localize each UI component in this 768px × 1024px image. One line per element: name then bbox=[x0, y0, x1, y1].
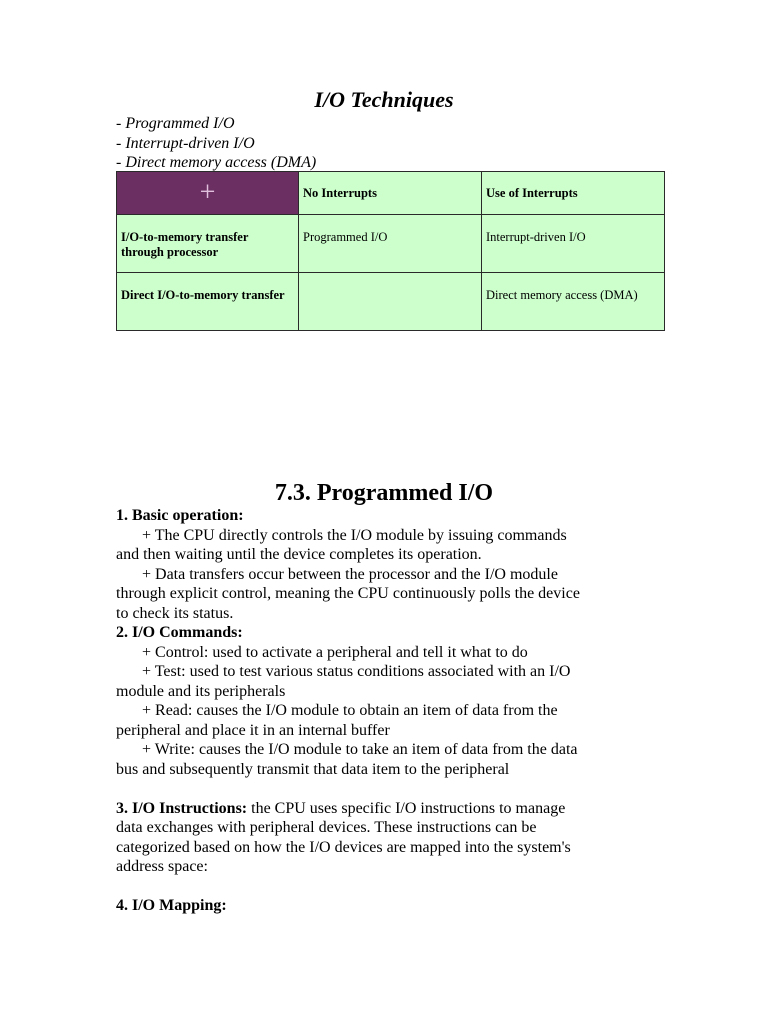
col-header-use-of-interrupts: Use of Interrupts bbox=[482, 172, 665, 215]
table-corner-cell bbox=[117, 172, 299, 215]
paragraph: and then waiting until the device completes its operation. bbox=[116, 546, 482, 563]
table-cell bbox=[299, 273, 482, 331]
paragraph: module and its peripherals bbox=[116, 682, 286, 700]
list-item: - Interrupt-driven I/O bbox=[116, 134, 255, 152]
row-header-through-processor: I/O-to-memory transfer through processor bbox=[117, 215, 299, 273]
paragraph: bus and subsequently transmit that data item to the peripheral bbox=[116, 760, 510, 778]
section-body bbox=[116, 506, 656, 916]
paragraph: + The CPU directly controls the I/O module by issuing commands bbox=[142, 526, 567, 544]
heading-io-instructions: 3. I/O Instructions: bbox=[116, 799, 248, 817]
plus-icon: + bbox=[199, 177, 216, 208]
table-cell: Interrupt-driven I/O bbox=[482, 215, 665, 273]
list-item: - Programmed I/O bbox=[116, 115, 235, 132]
io-techniques-table bbox=[116, 171, 665, 331]
command-test: + Test: used to test various status conditions associated with an I/O bbox=[142, 663, 571, 680]
paragraph: the CPU uses specific I/O instructions to manage bbox=[247, 799, 566, 817]
paragraph: through explicit control, meaning the CPU continuously polls the device bbox=[116, 585, 580, 602]
section-title-io-techniques: I/O Techniques bbox=[314, 87, 454, 112]
row-header-direct-transfer: Direct I/O-to-memory transfer bbox=[117, 273, 299, 331]
list-item: - Direct memory access (DMA) bbox=[116, 154, 317, 171]
section-title-programmed-io: 7.3. Programmed I/O bbox=[274, 480, 494, 506]
paragraph: address space: bbox=[116, 858, 208, 875]
heading-io-commands: 2. I/O Commands: bbox=[116, 624, 243, 641]
paragraph: categorized based on how the I/O devices are mapped into the system's bbox=[116, 838, 571, 856]
paragraph: + Data transfers occur between the processor and the I/O module bbox=[142, 565, 558, 583]
table-cell: Programmed I/O bbox=[299, 215, 482, 273]
command-control: + Control: used to activate a peripheral and tell it what to do bbox=[142, 643, 528, 661]
table-cell: Direct memory access (DMA) bbox=[482, 273, 665, 331]
paragraph: peripheral and place it in an internal buffer bbox=[116, 721, 390, 739]
paragraph: data exchanges with peripheral devices. These instructions can be bbox=[116, 819, 537, 836]
technique-list bbox=[116, 114, 316, 173]
paragraph: to check its status. bbox=[116, 604, 234, 622]
command-read: + Read: causes the I/O module to obtain an item of data from the bbox=[142, 702, 558, 719]
heading-io-mapping: 4. I/O Mapping: bbox=[116, 897, 227, 914]
col-header-no-interrupts: No Interrupts bbox=[299, 172, 482, 215]
heading-basic-operation: 1. Basic operation: bbox=[116, 507, 244, 524]
command-write: + Write: causes the I/O module to take an item of data from the data bbox=[142, 741, 578, 758]
